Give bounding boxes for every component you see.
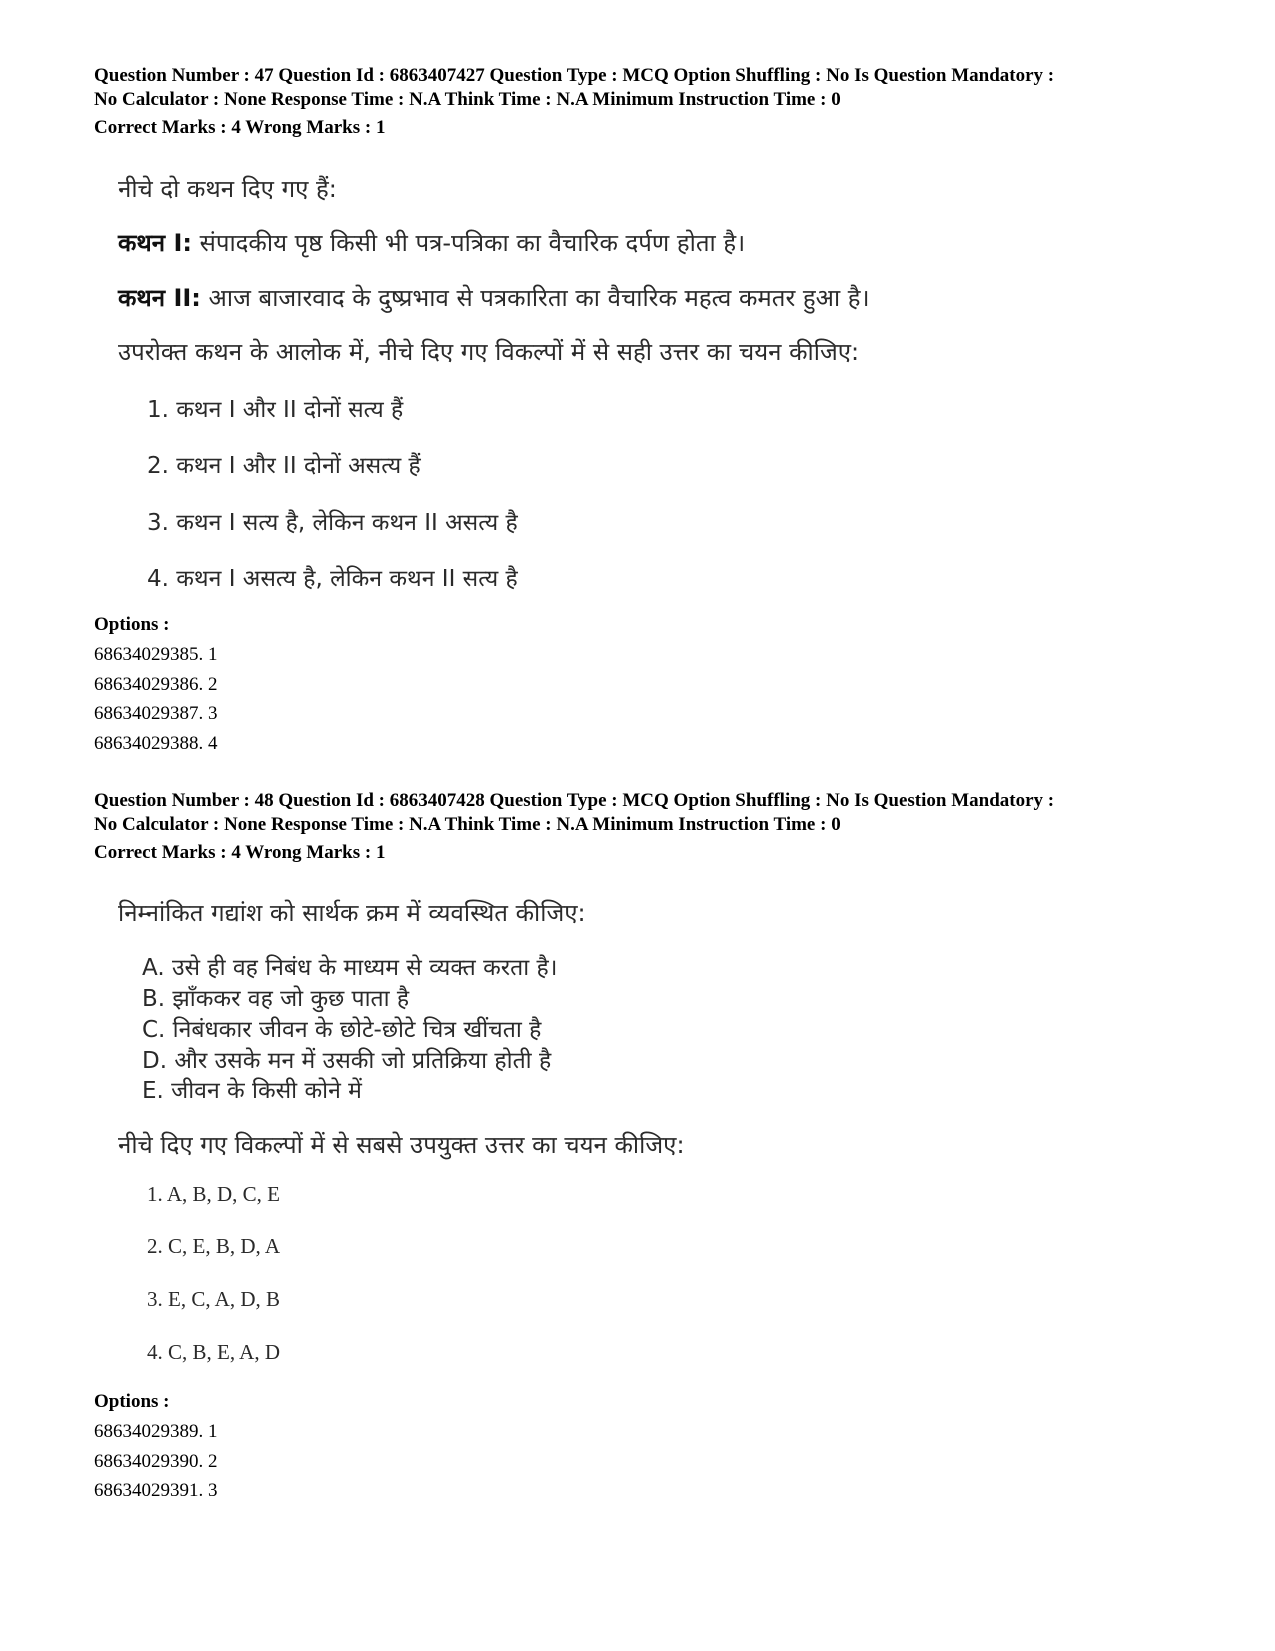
- options-label: Options :: [94, 1391, 170, 1412]
- answer-choice: 1. कथन I और II दोनों सत्य हैं: [147, 397, 404, 423]
- options-label: Options :: [94, 614, 170, 635]
- answer-choice: 3. कथन I सत्य है, लेकिन कथन II असत्य है: [147, 510, 518, 536]
- answer-choice: 4. C, B, E, A, D: [147, 1340, 281, 1364]
- passage-line: C. निबंधकार जीवन के छोटे-छोटे चित्र खींचता है: [142, 1017, 542, 1043]
- statement-label: कथन I:: [118, 229, 192, 257]
- answer-choice: 2. C, E, B, D, A: [147, 1234, 281, 1258]
- question-intro: नीचे दो कथन दिए गए हैं:: [118, 175, 337, 203]
- option-id: 68634029389. 1: [94, 1421, 218, 1442]
- question-meta-line: Question Number : 48 Question Id : 6863407428 Question Type : MCQ Option Shuffling : No Is Question Mandatory :: [94, 790, 1055, 811]
- question-meta-line: Question Number : 47 Question Id : 6863407427 Question Type : MCQ Option Shuffling : No Is Question Mandatory :: [94, 65, 1055, 86]
- option-id: 68634029386. 2: [94, 673, 218, 695]
- answer-choice: 2. कथन I और II दोनों असत्य हैं: [147, 453, 421, 479]
- passage-line: E. जीवन के किसी कोने में: [142, 1078, 362, 1104]
- option-id: 68634029385. 1: [94, 644, 218, 665]
- statement-1: [118, 226, 745, 259]
- answer-choice: 1. A, B, D, C, E: [147, 1182, 281, 1206]
- question-meta-line: No Calculator : None Response Time : N.A Think Time : N.A Minimum Instruction Time : 0: [94, 89, 841, 110]
- option-id: 68634029387. 3: [94, 703, 218, 724]
- question-instruction: नीचे दिए गए विकल्पों में से सबसे उपयुक्त उत्तर का चयन कीजिए:: [118, 1131, 685, 1159]
- options-list: [94, 1417, 218, 1506]
- answer-choice: 4. कथन I असत्य है, लेकिन कथन II सत्य है: [147, 566, 518, 592]
- passage-line: A. उसे ही वह निबंध के माध्यम से व्यक्त करता है।: [142, 955, 558, 981]
- question-47-meta: [94, 64, 1214, 140]
- question-intro: निम्नांकित गद्यांश को सार्थक क्रम में व्यवस्थित कीजिए:: [118, 899, 586, 927]
- question-instruction: उपरोक्त कथन के आलोक में, नीचे दिए गए विकल्पों में से सही उत्तर का चयन कीजिए:: [118, 338, 860, 366]
- option-id: 68634029388. 4: [94, 732, 218, 754]
- marks-line: Correct Marks : 4 Wrong Marks : 1: [94, 117, 386, 138]
- option-id: 68634029391. 3: [94, 1480, 218, 1501]
- option-id: 68634029390. 2: [94, 1450, 218, 1472]
- passage-line: B. झाँककर वह जो कुछ पाता है: [142, 986, 410, 1012]
- question-48-meta: [94, 789, 1214, 865]
- marks-line: Correct Marks : 4 Wrong Marks : 1: [94, 842, 386, 863]
- statement-text: संपादकीय पृष्ठ किसी भी पत्र-पत्रिका का वैचारिक दर्पण होता है।: [191, 229, 746, 257]
- statement-text: आज बाजारवाद के दुष्प्रभाव से पत्रकारिता का वैचारिक महत्व कमतर हुआ है।: [200, 284, 870, 312]
- answer-choice: 3. E, C, A, D, B: [147, 1287, 281, 1311]
- passage-line: D. और उसके मन में उसकी जो प्रतिक्रिया होती है: [142, 1048, 552, 1074]
- statement-2: [118, 281, 870, 314]
- statement-label: कथन II:: [118, 284, 201, 312]
- options-list: [94, 640, 218, 758]
- question-meta-line: No Calculator : None Response Time : N.A Think Time : N.A Minimum Instruction Time : 0: [94, 814, 841, 835]
